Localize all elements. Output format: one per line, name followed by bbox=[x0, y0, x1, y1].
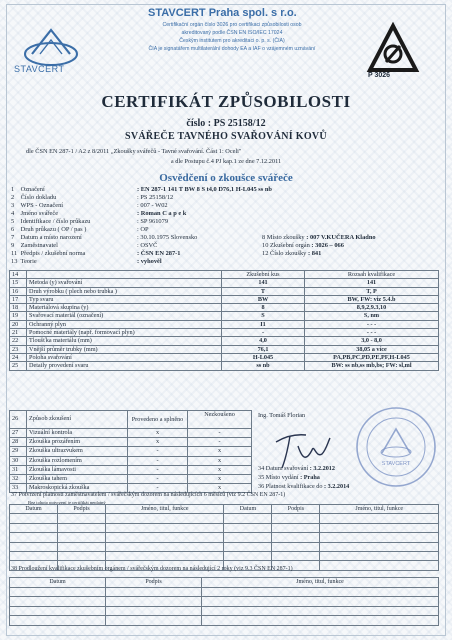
table-header-row: 26 Způsob zkoušení Provedeno a splněno Nezkoušeno bbox=[10, 411, 252, 429]
info-row: 1 Označení : EN 287-1 141 T BW 8 S t4,0 D76,1 H-L045 ss nb bbox=[11, 186, 272, 193]
info-row: 2 Číslo dokladu : PS 25158/12 bbox=[11, 194, 174, 201]
confirmation-note: Bez tohoto potvrzení je certifikát neplatný bbox=[28, 500, 106, 505]
weld-date: 34 Datum svařování : 3.2.2012 bbox=[258, 465, 335, 472]
table-row: 27 Vizuální kontrola x - bbox=[10, 429, 252, 438]
table-row: 15 Metoda (y) svařování 141 141 bbox=[10, 279, 439, 287]
info-row: 7 Datum a místo narození : 30.10.1975 Slovensko bbox=[11, 234, 198, 241]
body-number: P 3026 bbox=[368, 72, 391, 79]
test-table bbox=[9, 270, 439, 371]
table-row: 29 Zkouška ultrazvukem - x bbox=[10, 447, 252, 456]
table-row bbox=[10, 542, 439, 551]
table-row: 18 Materiálová skupina (y) 8 8,9,2,9.3,10 bbox=[10, 304, 439, 312]
certificate-subtitle: SVÁŘEČE TAVNÉHO SVAŘOVÁNÍ KOVŮ bbox=[125, 131, 327, 142]
table-row: 33 Makroskopická zkouška - x bbox=[10, 484, 252, 493]
info-row: 4 Jméno svářeče : Roman C a p e k bbox=[11, 210, 187, 217]
table-row bbox=[10, 514, 439, 523]
certificate-number: číslo : PS 25158/12 bbox=[186, 118, 266, 129]
table-row: 20 Ochranný plyn I1 - - - bbox=[10, 320, 439, 328]
norm-line: dle ČSN EN 287-1 / A2 z 8/2011 „Zkoušky svářečů - Tavné svařování. Část 1: Oceli" bbox=[26, 148, 242, 155]
table-header-row: Datum Podpis Jméno, titul, funkce bbox=[10, 578, 439, 588]
table-row: 32 Zkouška tahem - x bbox=[10, 475, 252, 484]
table-header-row: 14 Zkušební kus Rozsah kvalifikace bbox=[10, 271, 439, 279]
table-row: 22 Tloušťka materiálu (mm) 4,0 3,0 - 8,0 bbox=[10, 337, 439, 345]
table-row: 28 Zkouška prozářením x - bbox=[10, 438, 252, 447]
table-row bbox=[10, 533, 439, 542]
table-row: 23 Vnější průměr trubky (mm) 76,1 38,05 a více bbox=[10, 345, 439, 353]
logo-text: STAVCERT bbox=[14, 64, 65, 74]
signer-name: Ing. Tomáš Florian bbox=[258, 412, 306, 419]
table-row: 25 Detaily provedení svaru ss nb BW: ss nb,ss mb,bs; FW: sl,ml bbox=[10, 362, 439, 370]
table-row: 30 Zkouška rozlomením - x bbox=[10, 456, 252, 465]
table-row: 19 Svařovací materiál (označení) S S, nm bbox=[10, 312, 439, 320]
norm-line: a dle Postupu č.4 PJ kap.1 ze dne 7.12.2011 bbox=[170, 158, 282, 165]
accreditation-line: ČIA je signatářem multilaterální dohody EA a IAF o vzájemném uznávání bbox=[148, 46, 316, 52]
table-row: 21 Pomocné materiály (např. formovací plyn) - - - - bbox=[10, 329, 439, 337]
section-title: Osvědčení o zkoušce svářeče bbox=[159, 172, 293, 184]
table-row: 17 Typ svaru BW BW, FW: viz 5.4.b bbox=[10, 295, 439, 303]
test-place: 8 Místo zkoušky : 007 V.KUČERA Kladno bbox=[262, 234, 376, 241]
info-row: 11 Předpis / zkušební norma : ČSN EN 287-1 bbox=[11, 250, 181, 257]
accreditation-line: Českým institutem pro akreditaci o. p. s. (ČIA) bbox=[179, 38, 285, 44]
info-row: 5 Identifikace / číslo průkazu : SP 961079 bbox=[11, 218, 169, 225]
table-row: 16 Druh výrobku ( plech nebo trubka ) T T, P bbox=[10, 287, 439, 295]
valid-until: 36 Platnost kvalifikace do : 3.2.2014 bbox=[258, 483, 350, 490]
table-row bbox=[10, 616, 439, 626]
table-header-row: Datum Podpis Jméno, titul, funkce Datum Podpis Jméno, titul, funkce bbox=[10, 505, 439, 514]
accreditation-line: akreditovaný podle ČSN EN ISO/IEC 17024 bbox=[181, 30, 283, 36]
info-row: 9 Zaměstnavatel : OSVČ bbox=[11, 242, 158, 249]
extension-table bbox=[9, 577, 439, 626]
issue-place: 35 Místo vydání : Praha bbox=[258, 474, 320, 481]
info-row: 13 Teorie : vyhověl bbox=[11, 258, 162, 265]
extension-title: 38 Prodloužení kvalifikace zkušebním orgánem / svářečským dozorem na následující 2 roky (viz 9.3 ČSN EN 287-1) bbox=[11, 566, 293, 572]
table-row bbox=[10, 587, 439, 597]
exam-table bbox=[9, 410, 252, 493]
table-row bbox=[10, 551, 439, 560]
info-row: 6 Druh průkazu ( OP / pas ) : OP bbox=[11, 226, 149, 233]
test-body: 10 Zkušební orgán : 3026 – 066 bbox=[262, 242, 344, 249]
confirmation-title: 37 Potvrzení platnosti zaměstnavatelem / svářečským dozorem na následujících 6 měsíců (viz 9.2 ČSN EN 287-1) bbox=[11, 492, 286, 498]
confirmation-table bbox=[9, 504, 439, 571]
company-name: STAVCERT Praha spol. s r.o. bbox=[148, 7, 297, 19]
accreditation-lines bbox=[114, 21, 350, 53]
accreditation-line: Certifikační orgán číslo 3026 pro certifikaci způsobilosti osob bbox=[162, 22, 302, 28]
table-row bbox=[10, 597, 439, 607]
table-row: 24 Poloha svařování H-L045 PA,PB,PC,PD,PE,PF,H-L045 bbox=[10, 353, 439, 361]
official-stamp-icon bbox=[354, 405, 438, 489]
certificate-title: CERTIFIKÁT ZPŮSOBILOSTI bbox=[101, 92, 351, 111]
info-row: 3 WPS - Označení : 007 - W02 bbox=[11, 202, 168, 209]
table-row bbox=[10, 606, 439, 616]
certification-body-icon bbox=[364, 22, 422, 74]
table-row: 31 Zkouška lámavosti - x bbox=[10, 465, 252, 474]
table-row bbox=[10, 523, 439, 532]
test-number: 12 Číslo zkoušky : 841 bbox=[262, 250, 322, 257]
stamp-text: STAVCERT bbox=[381, 461, 411, 467]
